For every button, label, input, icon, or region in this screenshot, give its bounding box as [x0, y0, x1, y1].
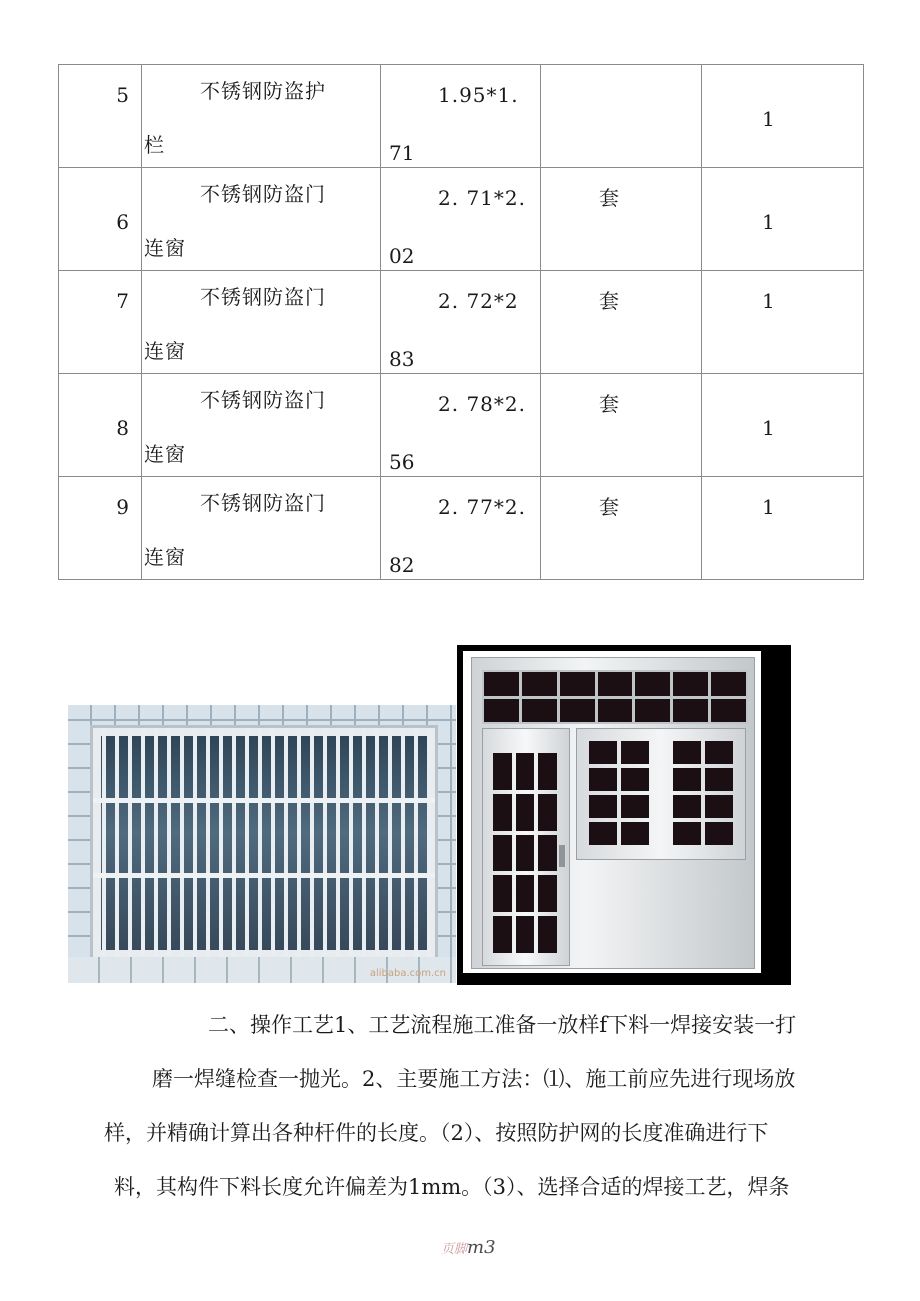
glass-pane: [621, 741, 649, 764]
table-cell: [702, 168, 864, 271]
item-size-line2: 71: [389, 141, 415, 165]
page-footer: [441, 1237, 496, 1258]
glass-pane: [538, 916, 557, 953]
glass-pane: [621, 822, 649, 845]
table-cell: [381, 271, 541, 374]
door-glass-panes: [493, 753, 557, 953]
glass-pane: [522, 699, 557, 723]
glass-pane: [516, 794, 535, 831]
row-number: 5: [116, 83, 129, 107]
item-size-line2: 82: [389, 553, 415, 577]
item-unit: 套: [599, 186, 619, 210]
row-number: 9: [116, 495, 129, 519]
glass-pane: [493, 875, 512, 912]
glass-pane: [484, 672, 519, 696]
grille-rail: [93, 798, 435, 803]
table-cell: [59, 374, 142, 477]
item-unit: 套: [599, 392, 619, 416]
table-cell: [541, 271, 702, 374]
row-number: 6: [116, 210, 129, 234]
item-unit: 套: [599, 495, 619, 519]
table-cell: [142, 271, 381, 374]
table-cell: [59, 65, 142, 168]
glass-pane: [673, 672, 708, 696]
glass-pane: [516, 875, 535, 912]
table-cell: [142, 168, 381, 271]
table-row: [59, 271, 864, 374]
glass-pane: [621, 795, 649, 818]
glass-pane: [589, 795, 617, 818]
table-row: [59, 374, 864, 477]
item-name-line2: 连窗: [144, 442, 186, 466]
glass-pane: [516, 835, 535, 872]
paragraph-line: 料，其构件下料长度允许偏差为1mm。（3）、选择合适的焊接工艺，焊条: [114, 1175, 790, 1199]
glass-pane: [711, 672, 746, 696]
materials-table: [58, 64, 864, 580]
item-unit: 套: [599, 289, 619, 313]
item-size-line1: 2. 78*2.: [438, 392, 526, 416]
glass-pane: [598, 672, 633, 696]
table-cell: [142, 65, 381, 168]
photo-watermark: alibaba.com.cn: [369, 968, 446, 979]
glass-pane: [673, 699, 708, 723]
side-window: [576, 728, 746, 860]
glass-pane: [673, 822, 701, 845]
grille-rail: [93, 873, 435, 878]
door-handle: [559, 845, 565, 867]
item-size-line2: 56: [389, 450, 415, 474]
paragraph-line: 样，并精确计算出各种杆件的长度。（2）、按照防护网的长度准确进行下: [104, 1121, 769, 1145]
glass-pane: [673, 795, 701, 818]
table-cell: [59, 477, 142, 580]
row-number: 8: [116, 416, 129, 440]
item-name-line2: 连窗: [144, 545, 186, 569]
glass-pane: [589, 822, 617, 845]
page-number: m3: [467, 1237, 496, 1258]
door-frame: [471, 657, 755, 969]
glass-pane: [516, 916, 535, 953]
table-cell: [541, 374, 702, 477]
window-frame: [90, 725, 438, 961]
item-size-line1: 2. 71*2.: [438, 186, 526, 210]
footer-label: 页脚: [441, 1242, 468, 1257]
item-quantity: 1: [762, 210, 775, 234]
glass-pane: [516, 753, 535, 790]
table-cell: [381, 65, 541, 168]
row-number: 7: [116, 289, 129, 313]
item-name-line2: 连窗: [144, 236, 186, 260]
glass-pane: [560, 699, 595, 723]
paragraph-line: 磨一焊缝检查一抛光。2、主要施工方法：⑴、施工前应先进行现场放: [152, 1067, 796, 1091]
table-cell: [142, 374, 381, 477]
table-cell: [541, 65, 702, 168]
table-cell: [59, 271, 142, 374]
glass-pane: [635, 672, 670, 696]
glass-pane: [484, 699, 519, 723]
glass-pane: [705, 822, 733, 845]
glass-pane: [560, 672, 595, 696]
door-leaf: [482, 728, 570, 966]
table-cell: [381, 168, 541, 271]
glass-pane: [493, 916, 512, 953]
item-name-line2: 栏: [144, 133, 165, 157]
table-cell: [702, 65, 864, 168]
glass-pane: [673, 741, 701, 764]
item-quantity: 1: [762, 289, 775, 313]
item-size-line1: 1.95*1.: [438, 83, 519, 107]
table-row: [59, 65, 864, 168]
item-name-line1: 不锈钢防盗门: [200, 182, 326, 206]
item-size-line1: 2. 72*2: [438, 289, 519, 313]
table-row: [59, 168, 864, 271]
item-quantity: 1: [762, 495, 775, 519]
side-window-left-panes: [589, 741, 649, 845]
side-window-right-panes: [673, 741, 733, 845]
glass-pane: [538, 875, 557, 912]
glass-pane: [538, 753, 557, 790]
item-quantity: 1: [762, 416, 775, 440]
item-quantity: 1: [762, 107, 775, 131]
window-grille-photo: [68, 705, 456, 983]
item-size-line2: 02: [389, 244, 415, 268]
table-cell: [702, 271, 864, 374]
item-name-line1: 不锈钢防盗门: [200, 491, 326, 515]
security-door-photo: [457, 645, 791, 985]
glass-pane: [589, 741, 617, 764]
table-cell: [142, 477, 381, 580]
table-cell: [381, 374, 541, 477]
table-cell: [702, 477, 864, 580]
glass-pane: [711, 699, 746, 723]
glass-pane: [705, 795, 733, 818]
table-cell: [381, 477, 541, 580]
glass-pane: [598, 699, 633, 723]
table-cell: [702, 374, 864, 477]
table-cell: [59, 168, 142, 271]
table-row: [59, 477, 864, 580]
item-name-line1: 不锈钢防盗护: [200, 79, 326, 103]
glass-pane: [538, 794, 557, 831]
table-cell: [541, 168, 702, 271]
glass-pane: [635, 699, 670, 723]
glass-pane: [522, 672, 557, 696]
transom-window: [482, 670, 748, 724]
glass-pane: [538, 835, 557, 872]
item-name-line1: 不锈钢防盗门: [200, 285, 326, 309]
item-size-line2: 83: [389, 347, 415, 371]
glass-pane: [705, 741, 733, 764]
glass-pane: [493, 835, 512, 872]
glass-pane: [705, 768, 733, 791]
glass-pane: [493, 794, 512, 831]
glass-pane: [621, 768, 649, 791]
grille-bars: [93, 728, 435, 958]
item-name-line1: 不锈钢防盗门: [200, 388, 326, 412]
item-name-line2: 连窗: [144, 339, 186, 363]
table-cell: [541, 477, 702, 580]
glass-pane: [673, 768, 701, 791]
item-size-line1: 2. 77*2.: [438, 495, 526, 519]
paragraph-line: 二、操作工艺1、工艺流程施工准备一放样f下料一焊接安装一打: [208, 1013, 797, 1037]
glass-pane: [493, 753, 512, 790]
glass-pane: [589, 768, 617, 791]
